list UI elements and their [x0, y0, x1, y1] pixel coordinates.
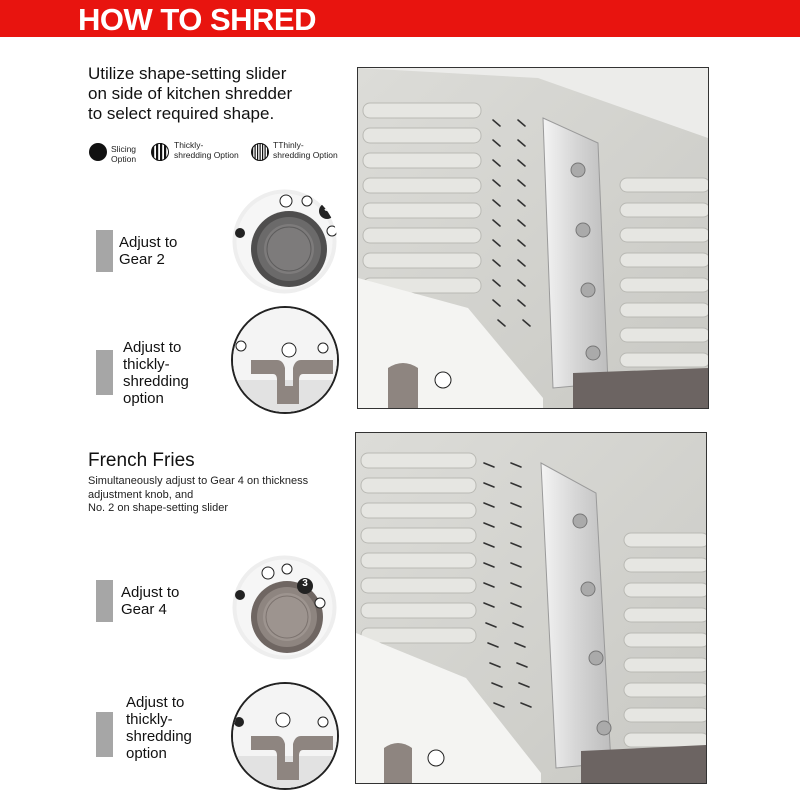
step-gear2-label — [119, 234, 177, 268]
intro-line-1: Utilize shape-setting slider — [88, 64, 287, 83]
step-thick-line2: thickly- — [123, 356, 170, 373]
intro-text — [88, 64, 348, 124]
page-title: HOW TO SHRED — [78, 2, 316, 37]
section-description — [88, 475, 348, 516]
legend-thin-line2: shredding Option — [273, 150, 338, 160]
step-marker-bar — [96, 712, 113, 757]
knob-number-label: 3 — [302, 578, 308, 589]
knob-number-label: 3 — [324, 203, 330, 214]
legend-thin-line1: TThinly- — [273, 140, 304, 150]
step-gear2-line2: Gear 2 — [119, 251, 165, 268]
slider-thick2-photo — [231, 682, 339, 790]
step-thick2-line4: option — [126, 745, 167, 762]
step-gear4-line2: Gear 4 — [121, 601, 167, 618]
section-title-french-fries: French Fries — [88, 450, 195, 471]
step-marker-bar — [96, 230, 113, 272]
step-thick2-label — [126, 694, 192, 762]
step-thick2-line1: Adjust to — [126, 694, 185, 711]
step-gear4-label — [121, 584, 179, 618]
step-thick-line4: option — [123, 390, 164, 407]
step-thick-line1: Adjust to — [123, 339, 182, 356]
section-desc-line1: Simultaneously adjust to Gear 4 on thickness — [88, 475, 309, 487]
solid-dot-icon — [89, 143, 107, 161]
step-thick-line3: shredding — [123, 373, 189, 390]
legend-slicing — [111, 144, 136, 164]
legend-thick — [174, 140, 239, 160]
step-thick2-line2: thickly- — [126, 711, 173, 728]
knob-gear4-photo — [232, 555, 337, 660]
legend-thick-line1: Thickly- — [174, 140, 204, 150]
step-thick2-line3: shredding — [126, 728, 192, 745]
legend-thin — [273, 140, 338, 160]
legend-slicing-line1: Slicing — [111, 144, 137, 154]
step-marker-bar — [96, 580, 113, 622]
slider-thick-photo — [231, 306, 339, 414]
intro-line-3: to select required shape. — [88, 104, 275, 123]
section-desc-line2: adjustment knob, and — [88, 488, 194, 501]
shredder-photo-gear4 — [355, 432, 707, 784]
step-thick-label — [123, 339, 189, 407]
legend-slicing-line2: Option — [111, 154, 137, 164]
intro-line-2: on side of kitchen shredder — [88, 84, 293, 103]
legend-thick-line2: shredding Option — [174, 150, 239, 160]
thin-stripes-icon — [251, 143, 269, 161]
section-desc-line3: No. 2 on shape-setting slider — [88, 502, 229, 514]
step-gear2-line1: Adjust to — [119, 234, 178, 251]
shredder-photo-gear2 — [357, 67, 709, 409]
step-marker-bar — [96, 350, 113, 395]
step-gear4-line1: Adjust to — [121, 584, 180, 601]
thick-stripes-icon — [151, 143, 169, 161]
knob-gear2-photo — [232, 189, 337, 294]
